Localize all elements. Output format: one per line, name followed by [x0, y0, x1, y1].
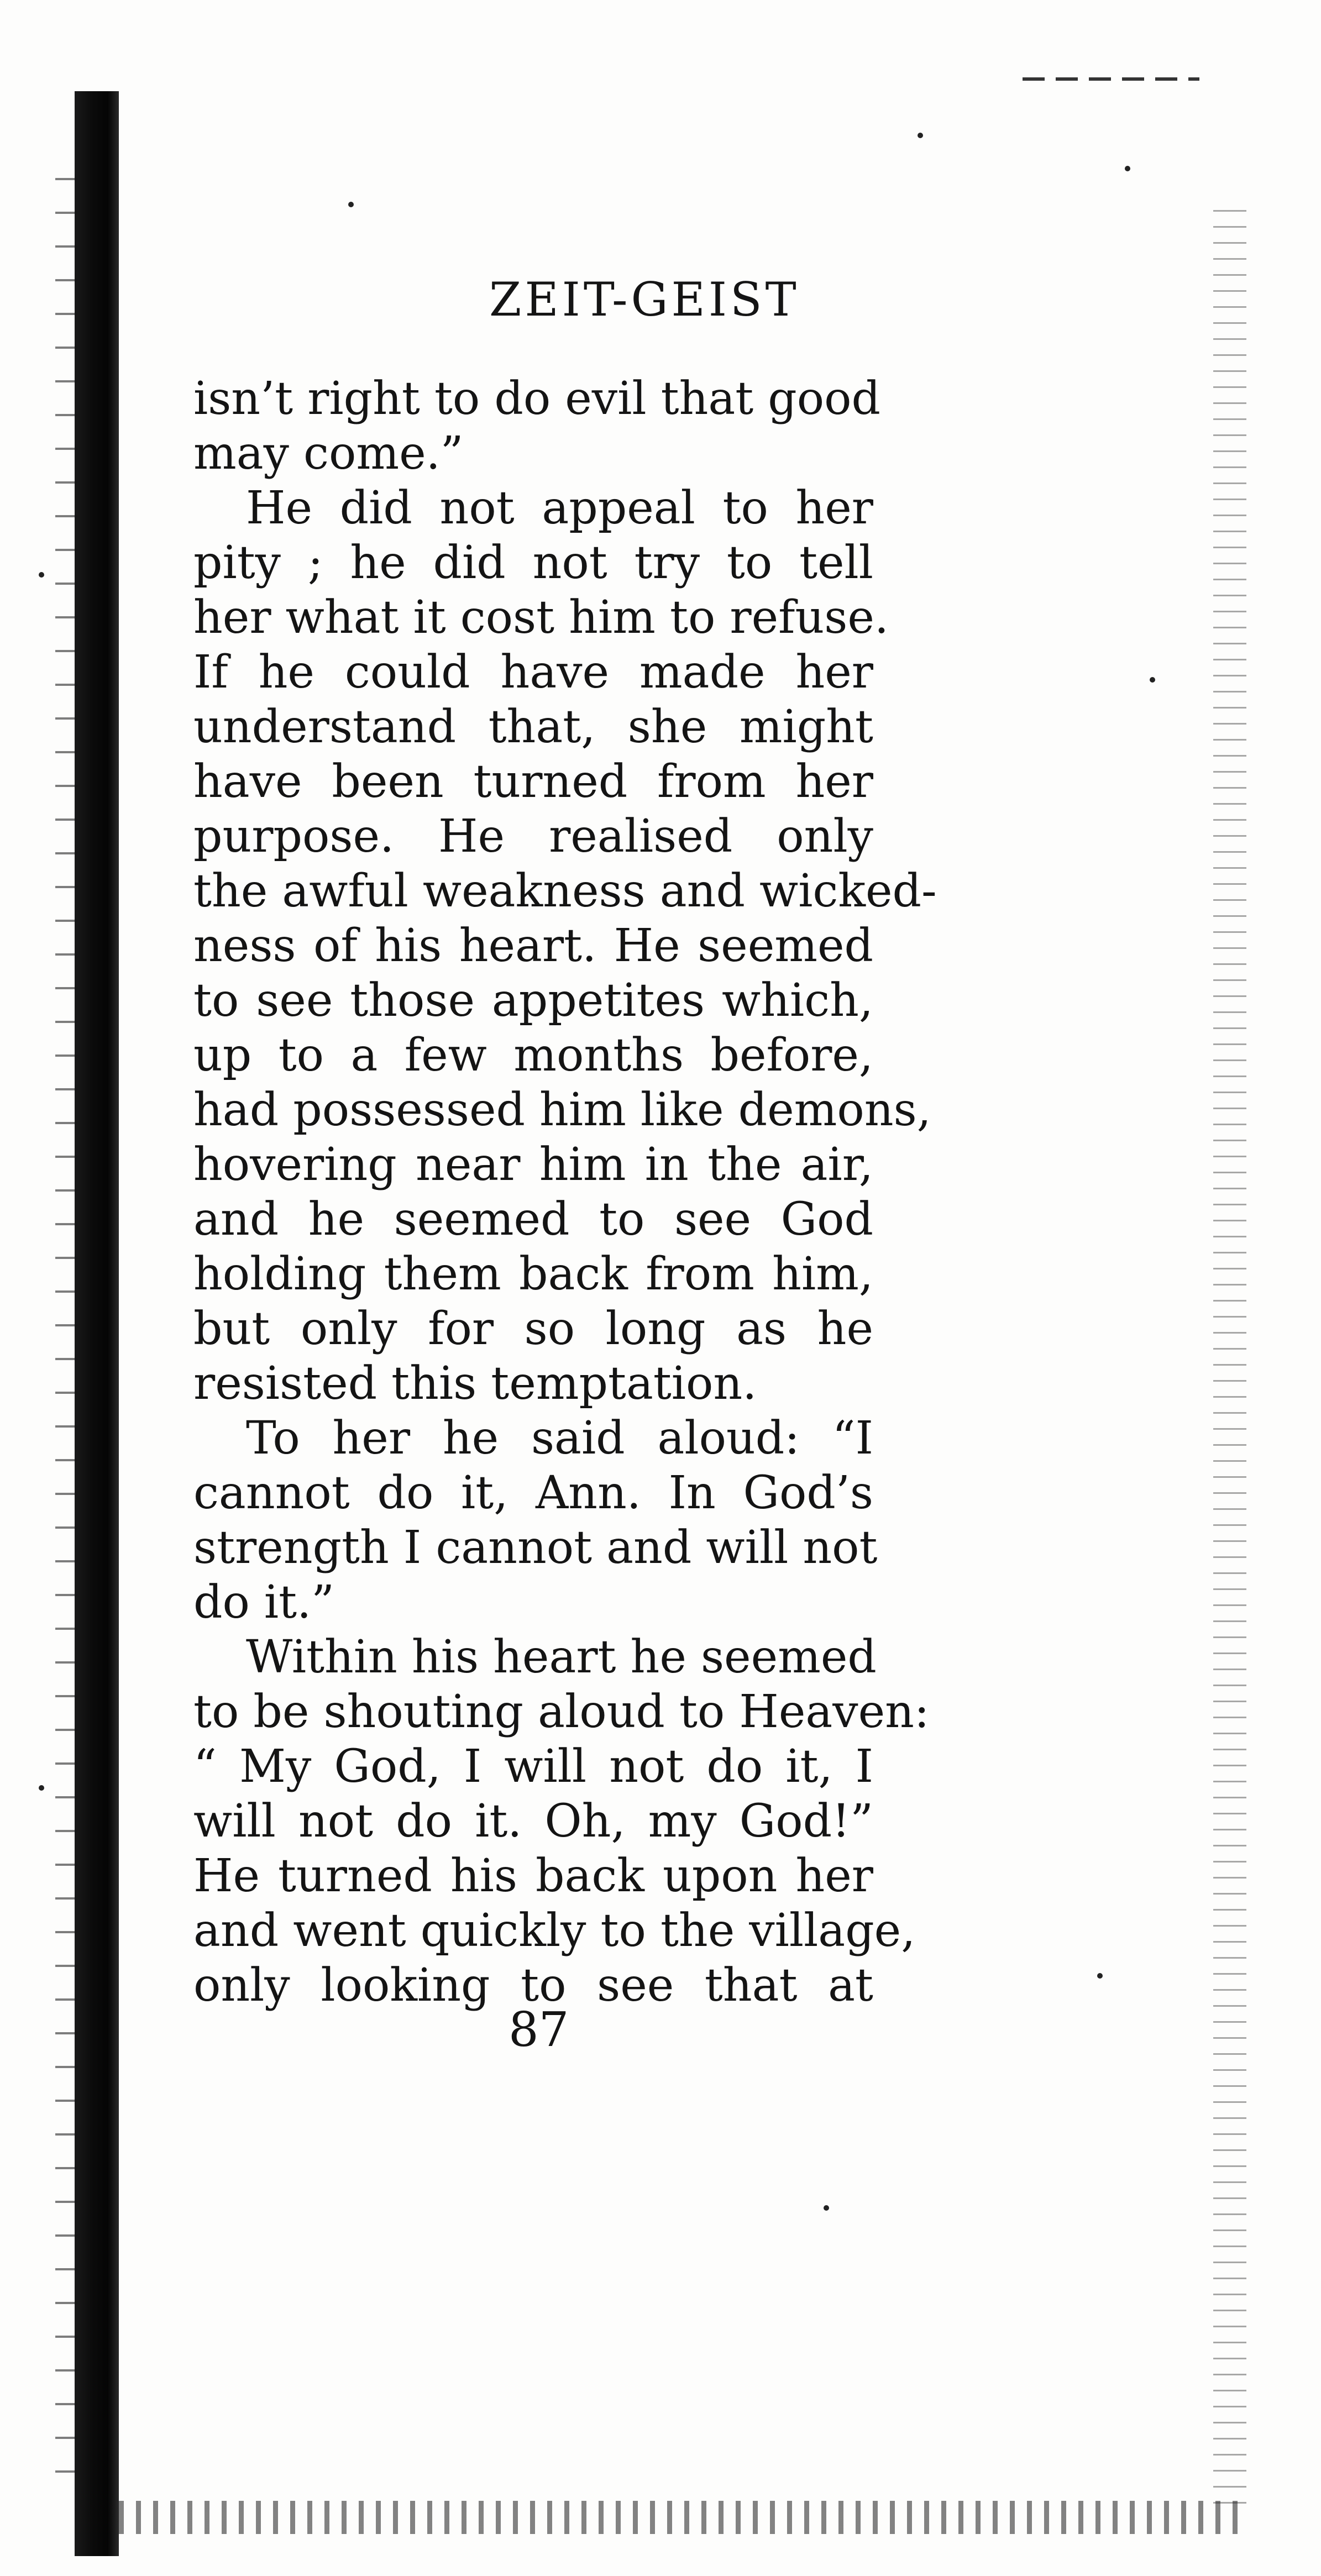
text-line: had possessed him like demons, — [193, 1084, 931, 1136]
page-number: 87 — [509, 2002, 569, 2058]
speck — [1097, 1973, 1103, 1979]
text-line: To her he said aloud: “I — [246, 1412, 873, 1465]
text-line: understand that, she might — [193, 701, 873, 753]
text-line: Within his heart he seemed — [246, 1631, 877, 1683]
speck — [39, 1785, 44, 1791]
speck — [824, 2205, 829, 2211]
text-line: isn’t right to do evil that good — [193, 373, 881, 425]
text-line: her what it cost him to refuse. — [193, 591, 889, 644]
text-line: resisted this temptation. — [193, 1357, 757, 1410]
text-line: cannot do it, Ann. In God’s — [193, 1467, 873, 1519]
text-line: will not do it. Oh, my God!” — [193, 1795, 873, 1848]
page-binding-edge — [75, 91, 119, 2556]
text-line: the awful weakness and wicked- — [193, 865, 937, 917]
text-line: and went quickly to the village, — [193, 1905, 916, 1957]
running-head: ZEIT-GEIST — [489, 272, 800, 327]
speck — [918, 133, 923, 138]
speck — [1125, 166, 1130, 171]
text-line: up to a few months before, — [193, 1029, 873, 1082]
binding-fringe — [55, 166, 77, 2487]
text-line: He did not appeal to her — [246, 482, 873, 534]
speck — [348, 202, 354, 207]
text-line: holding them back from him, — [193, 1248, 873, 1300]
text-line: to see those appetites which, — [193, 974, 873, 1027]
text-line: but only for so long as he — [193, 1303, 873, 1355]
text-line: “ My God, I will not do it, I — [193, 1740, 873, 1793]
text-line: to be shouting aloud to Heaven: — [193, 1686, 930, 1738]
body-text — [193, 371, 937, 2013]
page-top-edge — [1023, 77, 1199, 81]
text-line: He turned his back upon her — [193, 1850, 873, 1902]
text-line: and he seemed to see God — [193, 1193, 873, 1246]
text-line: have been turned from her — [193, 756, 873, 808]
page-right-edge — [1213, 210, 1246, 2504]
text-line: purpose. He realised only — [193, 810, 873, 863]
speck — [39, 572, 44, 578]
text-line: ness of his heart. He seemed — [193, 920, 873, 972]
text-line: If he could have made her — [193, 646, 873, 699]
page-bottom-edge — [119, 2501, 1246, 2534]
text-line: strength I cannot and will not — [193, 1522, 878, 1574]
text-line: hovering near him in the air, — [193, 1139, 873, 1191]
text-line: do it.” — [193, 1576, 335, 1629]
text-line: may come.” — [193, 427, 464, 480]
speck — [1150, 677, 1155, 683]
text-line: only looking to see that at — [193, 1959, 873, 2012]
text-line: pity ; he did not try to tell — [193, 537, 873, 589]
